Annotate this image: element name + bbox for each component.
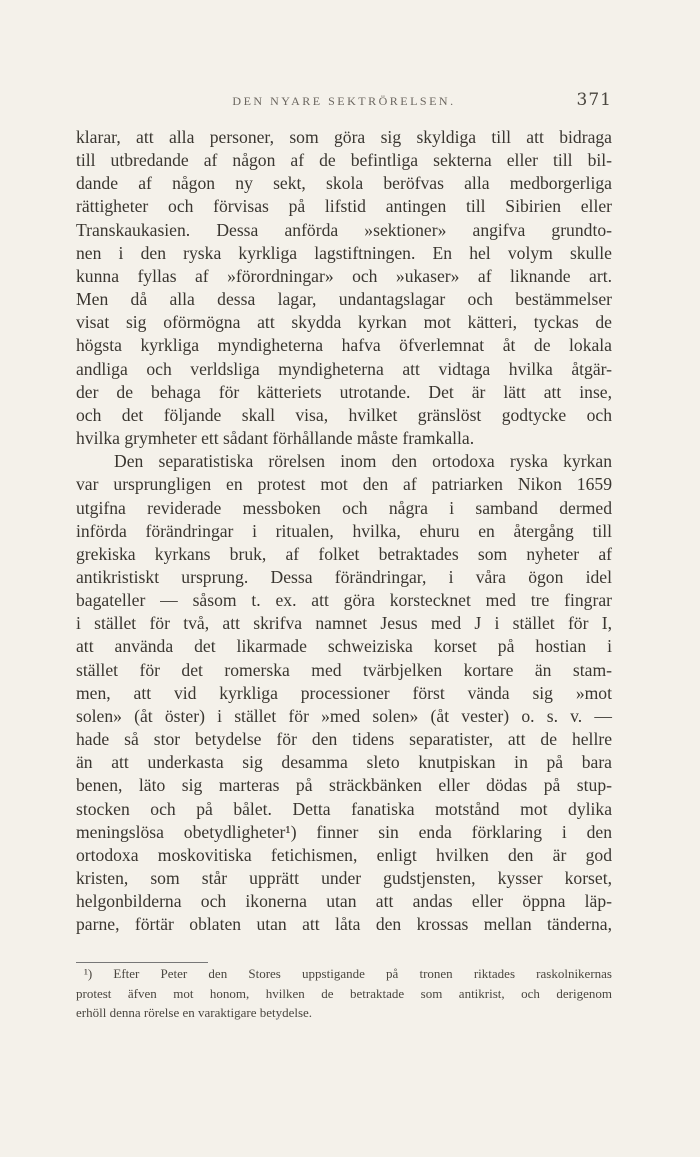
text-line: Men då alla dessa lagar, undantagslagar och bestämmelser bbox=[76, 289, 612, 310]
body-text bbox=[76, 126, 612, 936]
footnote-line: erhöll denna rörelse en varaktigare betydelse. bbox=[76, 1005, 313, 1020]
footnote-line: ¹) Efter Peter den Stores uppstigande på tronen riktades raskolnikernas bbox=[84, 966, 612, 981]
text-line: än att underkasta sig desamma sleto knutpiskan in på bara bbox=[76, 752, 612, 773]
text-line: stocken och på bålet. Detta fanatiska motstånd mot dylika bbox=[76, 798, 612, 819]
text-line: nen i den ryska kyrkliga lagstiftningen. En hel volym skulle bbox=[76, 242, 612, 263]
text-line: men, att vid kyrkliga processioner först vända sig »mot bbox=[76, 682, 612, 703]
text-line: högsta kyrkliga myndigheterna hafva öfverlemnat åt de lokala bbox=[76, 335, 612, 356]
text-line: andliga och verldsliga myndigheterna att vidtaga hvilka åtgär- bbox=[76, 358, 612, 379]
text-line: helgonbilderna och ikonerna utan att andas eller öppna läp- bbox=[76, 891, 612, 912]
text-line: bagateller — såsom t. ex. att göra korstecknet med tre fingrar bbox=[76, 590, 612, 611]
text-line: rättigheter och förvisas på lifstid antingen till Sibirien eller bbox=[76, 196, 612, 217]
text-line: Den separatistiska rörelsen inom den ortodoxa ryska kyrkan bbox=[114, 451, 612, 472]
text-line: till utbredande af någon af de befintliga sekterna eller till bil- bbox=[76, 150, 612, 171]
text-line: solen» (åt öster) i stället för »med solen» (åt vester) o. s. v. — bbox=[76, 705, 612, 726]
running-title: DEN NYARE SEKTRÖRELSEN. bbox=[232, 94, 456, 108]
text-line: meningslösa obetydligheter¹) finner sin enda förklaring i den bbox=[76, 821, 612, 842]
text-line: ortodoxa moskovitiska fetichismen, enligt hvilken den är god bbox=[76, 844, 612, 865]
text-line: der de behaga för kätteriets utrotande. Det är lätt att inse, bbox=[76, 381, 612, 402]
footnotes bbox=[76, 964, 612, 1023]
text-line: visat sig oförmögna att skydda kyrkan mot kätteri, tyckas de bbox=[76, 312, 612, 333]
text-line: Transkaukasien. Dessa anförda »sektioner» angifva grundto- bbox=[76, 219, 612, 240]
text-line: att använda det likarmade schweiziska korset på hostian i bbox=[76, 636, 612, 657]
text-line: grekiska kyrkans bruk, af folket betraktades som nyheter af bbox=[76, 543, 612, 564]
text-line: införda förändringar i ritualen, hvilka, ehuru en återgång till bbox=[76, 520, 612, 541]
text-line: hvilka grymheter ett sådant förhållande måste framkalla. bbox=[76, 428, 475, 449]
page-number: 371 bbox=[576, 90, 612, 110]
text-line: i stället för två, att skrifva namnet Jesus med J i stället för I, bbox=[76, 613, 612, 634]
text-line: klarar, att alla personer, som göra sig skyldiga till att bidraga bbox=[76, 127, 612, 147]
text-line: hade så stor betydelse för den tidens separatister, att de hellre bbox=[76, 729, 612, 750]
text-line: stället för det romerska med tvärbjelken kortare än stam- bbox=[76, 659, 612, 680]
text-line: antikristiskt ursprung. Dessa förändringar, i våra ögon idel bbox=[76, 566, 612, 587]
text-line: kristen, som står upprätt under gudstjensten, kysser korset, bbox=[76, 868, 612, 888]
text-line: dande af någon ny sekt, skola beröfvas alla medborgerliga bbox=[76, 173, 612, 194]
footnote-line: protest äfven mot honom, hvilken de betraktade som antikrist, och derigenom bbox=[76, 985, 612, 1001]
footnote-divider bbox=[76, 962, 208, 963]
page-header bbox=[76, 90, 612, 114]
text-line: kunna fyllas af »förordningar» och »ukaser» af liknande art. bbox=[76, 265, 612, 286]
text-line: parne, förtär oblaten utan att låta den krossas mellan tänderna, bbox=[76, 914, 612, 935]
text-line: och det följande skall visa, hvilket gränslöst godtycke och bbox=[76, 404, 612, 425]
text-line: var ursprungligen en protest mot den af patriarken Nikon 1659 bbox=[76, 474, 612, 495]
text-line: utgifna reviderade messboken och några i samband dermed bbox=[76, 497, 612, 518]
text-line: benen, läto sig marteras på sträckbänken eller dödas på stup- bbox=[76, 775, 612, 796]
